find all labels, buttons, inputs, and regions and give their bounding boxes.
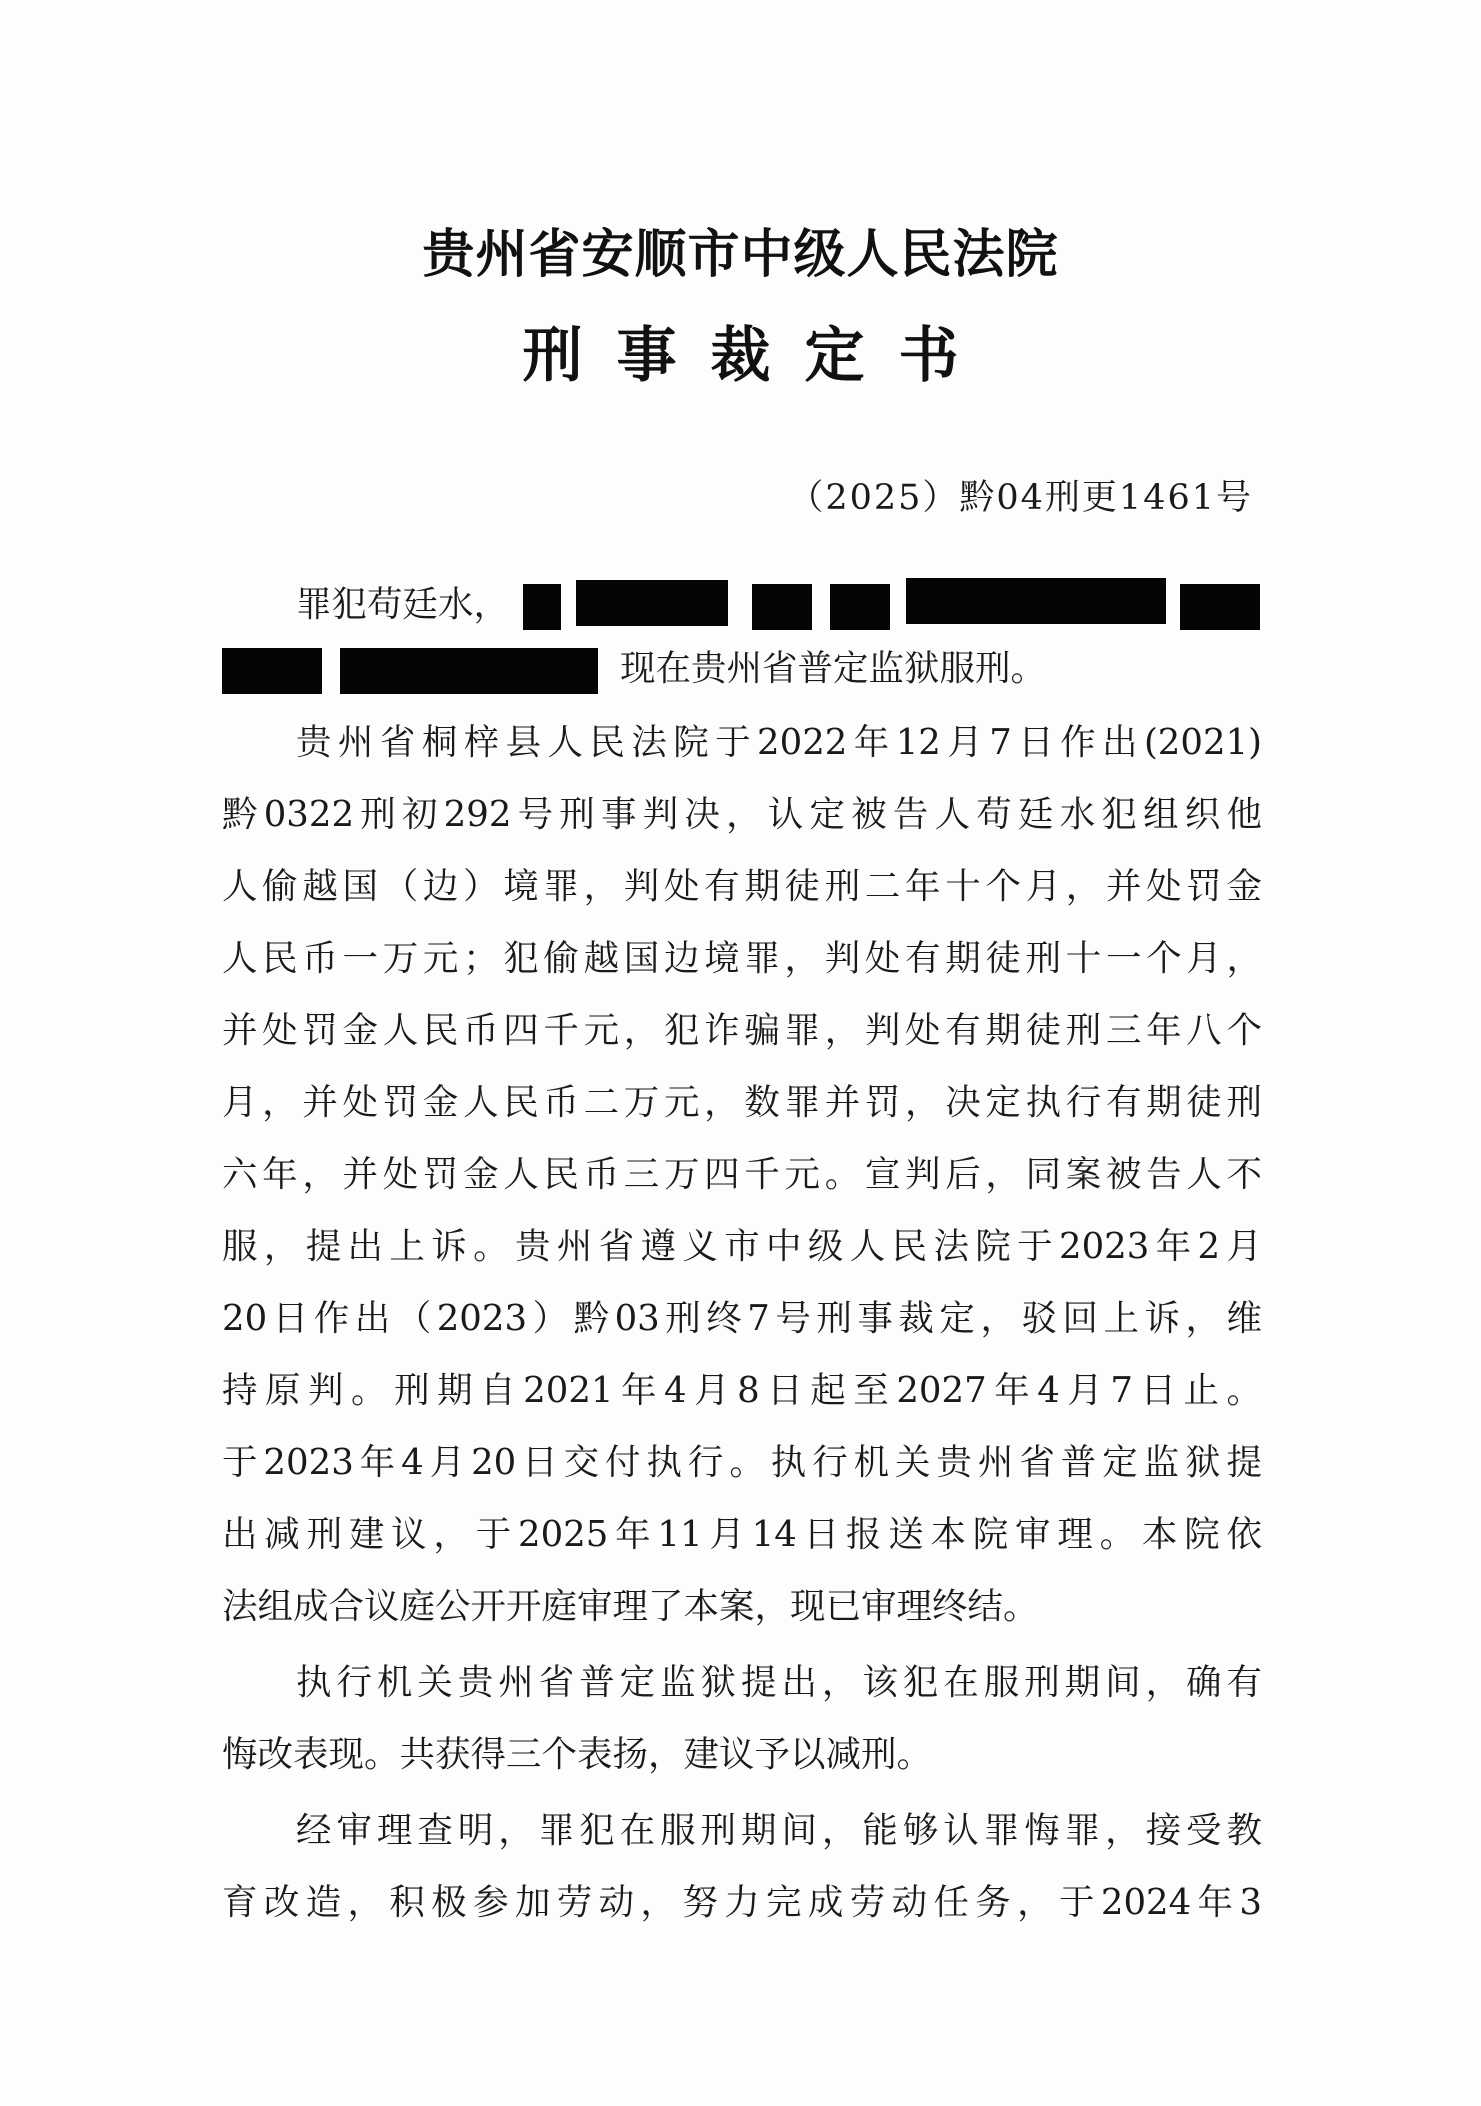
body-line: 执行机关贵州省普定监狱提出，该犯在服刑期间，确有 xyxy=(296,1662,1262,1703)
body-line: 育改造，积极参加劳动，努力完成劳动任务，于2024年3 xyxy=(222,1882,1262,1923)
body-line: 持原判。刑期自2021年4月8日起至2027年4月7日止。 xyxy=(222,1370,1262,1411)
redaction-block xyxy=(340,648,598,694)
body-line: 月，并处罚金人民币二万元，数罪并罚，决定执行有期徒刑 xyxy=(222,1082,1262,1123)
redaction-block xyxy=(576,580,728,626)
redaction-block xyxy=(752,584,812,630)
redaction-block xyxy=(222,648,322,694)
document-title: 刑事裁定书 xyxy=(522,321,993,391)
case-number: （2025）黔04刑更1461号 xyxy=(788,478,1253,518)
redaction-block xyxy=(523,584,561,630)
prison-location: 现在贵州省普定监狱服刑。 xyxy=(620,648,1047,689)
redaction-block xyxy=(906,578,1166,624)
body-line: 于2023年4月20日交付执行。执行机关贵州省普定监狱提 xyxy=(222,1442,1262,1483)
body-line: 六年，并处罚金人民币三万四千元。宣判后，同案被告人不 xyxy=(222,1154,1262,1195)
body-line: 经审理查明，罪犯在服刑期间，能够认罪悔罪，接受教 xyxy=(296,1810,1262,1851)
body-line: 人偷越国（边）境罪，判处有期徒刑二年十个月，并处罚金 xyxy=(222,866,1262,907)
body-line: 出减刑建议，于2025年11月14日报送本院审理。本院依 xyxy=(222,1514,1262,1555)
body-line: 服，提出上诉。贵州省遵义市中级人民法院于2023年2月 xyxy=(222,1226,1262,1267)
body-line: 贵州省桐梓县人民法院于2022年12月7日作出(2021) xyxy=(296,722,1262,763)
body-line: 黔0322刑初292号刑事判决，认定被告人苟廷水犯组织他 xyxy=(222,794,1262,835)
court-name: 贵州省安顺市中级人民法院 xyxy=(422,225,1059,285)
body-line: 并处罚金人民币四千元，犯诈骗罪，判处有期徒刑三年八个 xyxy=(222,1010,1262,1051)
redaction-block xyxy=(1180,584,1260,630)
body-line: 20日作出（2023）黔03刑终7号刑事裁定，驳回上诉，维 xyxy=(222,1298,1262,1339)
body-line: 法组成合议庭公开开庭审理了本案，现已审理终结。 xyxy=(222,1586,1039,1627)
body-line: 人民币一万元；犯偷越国边境罪，判处有期徒刑十一个月， xyxy=(222,938,1262,979)
redaction-block xyxy=(830,584,890,630)
body-line: 悔改表现。共获得三个表扬，建议予以减刑。 xyxy=(222,1734,933,1775)
criminal-name-prefix: 罪犯苟廷水， xyxy=(296,584,510,625)
